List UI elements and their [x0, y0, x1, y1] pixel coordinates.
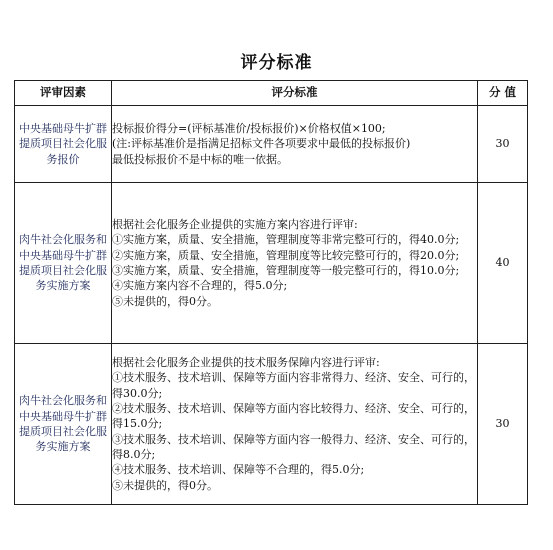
header-factor: 评审因素 [15, 81, 112, 106]
criteria-line: ⑤未提供的，得0分。 [112, 294, 218, 308]
scoring-table [14, 80, 528, 505]
criteria-line: 最低投标报价不是中标的唯一依据。 [112, 152, 288, 166]
header-criteria: 评分标准 [112, 81, 478, 106]
criteria-line: ③实施方案，质量、安全措施，管理制度等一般完整可行的，得10.0分; [112, 264, 460, 277]
page-title: 评分标准 [240, 53, 313, 73]
row-factor: 中央基础母牛扩群提质项目社会化服务报价 [15, 106, 112, 183]
criteria-line: ②实施方案，质量、安全措施，管理制度等比较完整可行的，得20.0分; [112, 248, 460, 262]
criteria-line: 投标报价得分=(评标基准价/投标报价)×价格权值×100; [112, 122, 386, 136]
table-row [15, 183, 528, 344]
table-row [15, 106, 528, 183]
table-header-row [15, 81, 528, 106]
header-points: 分 值 [478, 81, 528, 106]
criteria-line: ③技术服务、技术培训、保障等方面内容一般得力、经济、安全、可行的，得8.0分; [112, 432, 475, 461]
criteria-line: ①技术服务、技术培训、保障等方面内容非常得力、经济、安全、可行的，得30.0分; [112, 371, 475, 400]
criteria-line: 根据社会化服务企业提供的实施方案内容进行评审: [112, 218, 358, 232]
criteria-line: 根据社会化服务企业提供的技术服务保障内容进行评审: [112, 356, 380, 370]
row-factor: 肉牛社会化服务和中央基础母牛扩群提质项目社会化服务实施方案 [15, 344, 112, 505]
criteria-line: (注:评标基准价是指满足招标文件各项要求中最低的投标报价) [112, 137, 411, 151]
criteria-line: ⑤未提供的，得0分。 [112, 478, 218, 492]
row-criteria [112, 344, 478, 505]
criteria-line: ①实施方案，质量、安全措施，管理制度等非常完整可行的，得40.0分; [112, 233, 460, 247]
row-criteria [112, 183, 478, 344]
row-factor: 肉牛社会化服务和中央基础母牛扩群提质项目社会化服务实施方案 [15, 183, 112, 344]
row-points: 40 [478, 183, 528, 344]
criteria-line: ④实施方案内容不合理的，得5.0分; [112, 279, 288, 293]
row-points: 30 [478, 344, 528, 505]
row-criteria [112, 106, 478, 183]
table-row [15, 344, 528, 505]
criteria-line: ②技术服务、技术培训、保障等方面内容比较得力、经济、安全、可行的，得15.0分; [112, 402, 475, 431]
criteria-line: ④技术服务、技术培训、保障等不合理的，得5.0分; [112, 463, 365, 477]
row-points: 30 [478, 106, 528, 183]
